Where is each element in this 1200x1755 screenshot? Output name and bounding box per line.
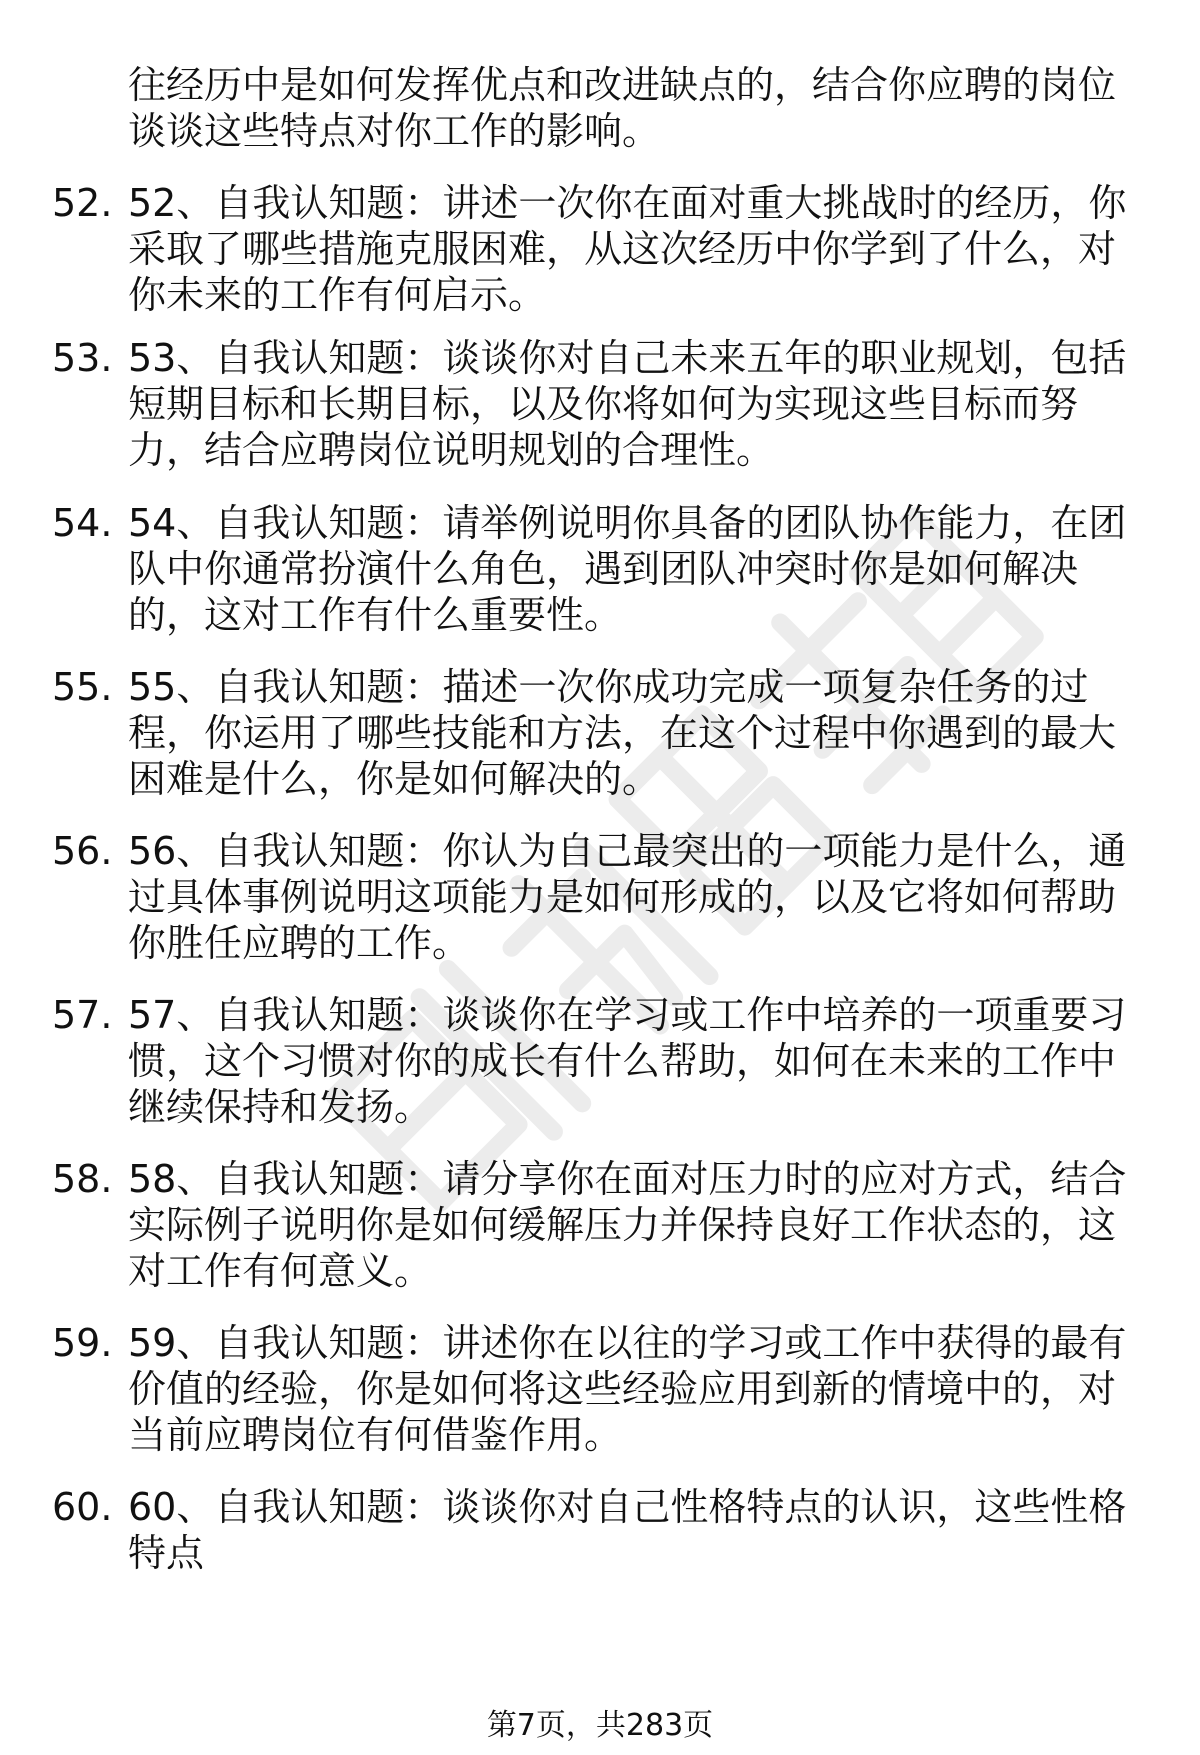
- item-text: 53、自我认知题：谈谈你对自己未来五年的职业规划，包括短期目标和长期目标，以及你将如何为实现这些目标而努力，结合应聘岗位说明规划的合理性。: [128, 336, 1127, 472]
- item-number: 55.: [52, 665, 113, 709]
- item-text: 52、自我认知题：讲述一次你在面对重大挑战时的经历，你采取了哪些措施克服困难，从这次经历中你学到了什么，对你未来的工作有何启示。: [128, 181, 1127, 317]
- item-number: 60.: [52, 1485, 113, 1529]
- item-number: 56.: [52, 829, 113, 873]
- item-text: 58、自我认知题：请分享你在面对压力时的应对方式，结合实际例子说明你是如何缓解压力并保持良好工作状态的，这对工作有何意义。: [128, 1157, 1127, 1293]
- item-number: 53.: [52, 336, 113, 380]
- item-number: 57.: [52, 993, 113, 1037]
- item-number: 58.: [52, 1157, 113, 1201]
- item-number: 54.: [52, 501, 113, 545]
- continuation-paragraph: 往经历中是如何发挥优点和改进缺点的，结合你应聘的岗位谈谈这些特点对你工作的影响。: [128, 63, 1117, 153]
- item-text: 55、自我认知题：描述一次你成功完成一项复杂任务的过程，你运用了哪些技能和方法，在这个过程中你遇到的最大困难是什么，你是如何解决的。: [128, 665, 1117, 801]
- item-number: 52.: [52, 181, 113, 225]
- item-number: 59.: [52, 1321, 113, 1365]
- item-text: 56、自我认知题：你认为自己最突出的一项能力是什么，通过具体事例说明这项能力是如何形成的，以及它将如何帮助你胜任应聘的工作。: [128, 829, 1127, 965]
- page-footer: 第7页，共283页: [486, 1708, 714, 1743]
- item-text: 60、自我认知题：谈谈你对自己性格特点的认识，这些性格特点: [128, 1485, 1127, 1575]
- item-text: 59、自我认知题：讲述你在以往的学习或工作中获得的最有价值的经验，你是如何将这些经验应用到新的情境中的，对当前应聘岗位有何借鉴作用。: [128, 1321, 1127, 1457]
- item-text: 54、自我认知题：请举例说明你具备的团队协作能力，在团队中你通常扮演什么角色，遇到团队冲突时你是如何解决的，这对工作有什么重要性。: [128, 501, 1127, 637]
- item-text: 57、自我认知题：谈谈你在学习或工作中培养的一项重要习惯，这个习惯对你的成长有什么帮助，如何在未来的工作中继续保持和发扬。: [128, 993, 1127, 1129]
